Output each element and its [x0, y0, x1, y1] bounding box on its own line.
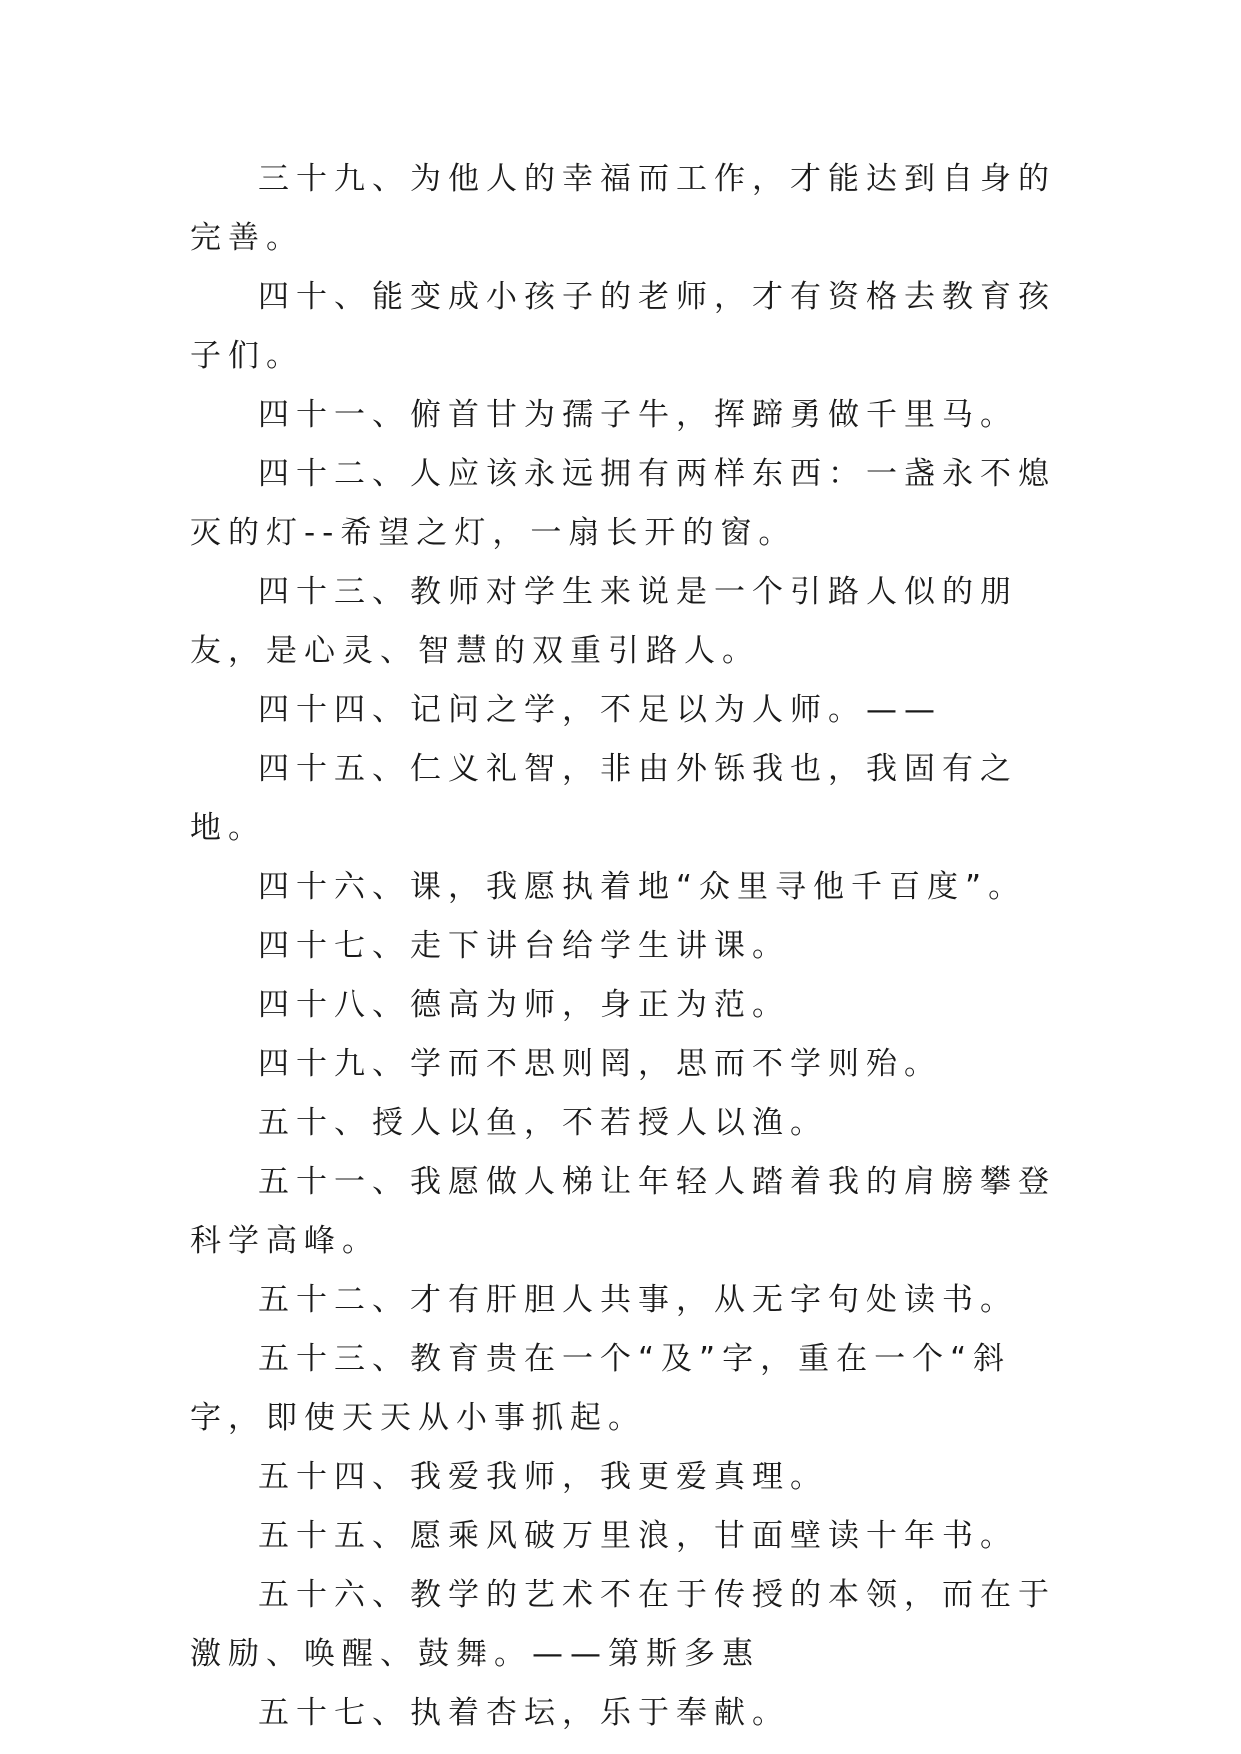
paragraph: 五十三、教育贵在一个“及”字，重在一个“斜字，即使天天从小事抓起。	[190, 1341, 1012, 1436]
paragraph: 四十六、课，我愿执着地“众里寻他千百度”。	[258, 869, 1027, 905]
paragraph: 四十三、教师对学生来说是一个引路人似的朋友，是心灵、智慧的双重引路人。	[190, 574, 1018, 669]
paragraph: 四十七、走下讲台给学生讲课。	[258, 928, 790, 964]
paragraph: 四十四、记问之学，不足以为人师。——	[258, 692, 942, 728]
paragraph: 四十九、学而不思则罔，思而不学则殆。	[258, 1046, 942, 1082]
paragraph: 五十、授人以鱼，不若授人以渔。	[258, 1105, 828, 1141]
paragraph: 五十六、教学的艺术不在于传授的本领，而在于激励、唤醒、鼓舞。——第斯多惠	[190, 1577, 1056, 1672]
paragraph: 五十二、才有肝胆人共事，从无字句处读书。	[258, 1282, 1018, 1318]
paragraph: 五十一、我愿做人梯让年轻人踏着我的肩膀攀登科学高峰。	[190, 1164, 1056, 1259]
paragraph: 五十七、执着杏坛，乐于奉献。	[258, 1695, 790, 1731]
paragraph: 三十九、为他人的幸福而工作，才能达到自身的完善。	[190, 161, 1056, 256]
paragraph: 四十、能变成小孩子的老师，才有资格去教育孩子们。	[190, 279, 1056, 374]
paragraph: 五十四、我爱我师，我更爱真理。	[258, 1459, 828, 1495]
paragraph: 四十一、俯首甘为孺子牛，挥蹄勇做千里马。	[258, 397, 1018, 433]
paragraph: 四十八、德高为师，身正为范。	[258, 987, 790, 1023]
document-body	[190, 150, 1056, 1743]
paragraph: 四十五、仁义礼智，非由外铄我也，我固有之地。	[190, 751, 1018, 846]
paragraph: 五十五、愿乘风破万里浪，甘面壁读十年书。	[258, 1518, 1018, 1554]
paragraph: 四十二、人应该永远拥有两样东西：一盏永不熄灭的灯--希望之灯，一扇长开的窗。	[190, 456, 1056, 551]
